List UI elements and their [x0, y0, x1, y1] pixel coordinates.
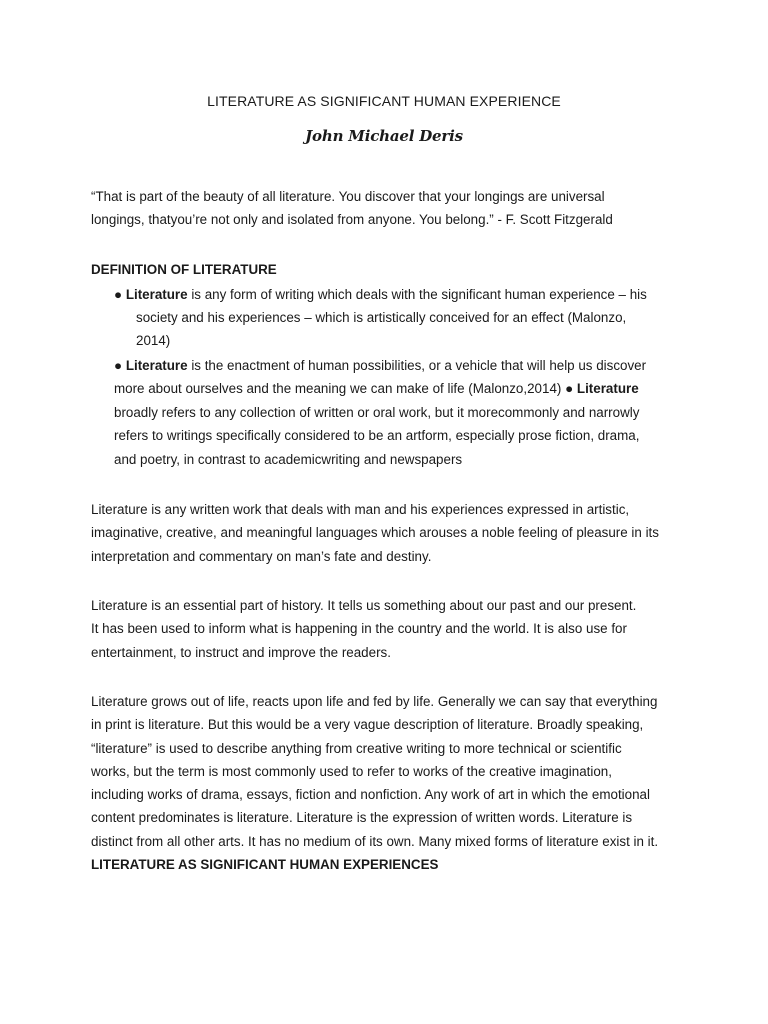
bullet-icon: ● [114, 287, 123, 302]
paragraph-life [91, 690, 691, 853]
paragraph-line: works, but the term is most commonly used to refer to works of the creative imagination, [91, 763, 612, 779]
bullet-text: more about ourselves and the meaning we can make of life (Malonzo,2014) [114, 381, 566, 397]
bullet-text: is any form of writing which deals with the significant human experience – his [187, 287, 647, 302]
bullet-line: and poetry, in contrast to academicwriting and newspapers [114, 451, 463, 467]
bullet-line: society and his experiences – which is artistically conceived for an effect (Malonzo, [136, 310, 627, 325]
bullet-term: Literature [576, 381, 639, 397]
definition-bullets-2-3 [114, 354, 646, 471]
bullet-line [114, 354, 646, 377]
paragraph-definition [91, 498, 691, 568]
epigraph-quote [91, 185, 691, 232]
bullet-line [114, 283, 647, 306]
paragraph-line: content predominates is literature. Literature is the expression of written words. Literature is [91, 810, 633, 826]
paragraph-line: Literature is an essential part of history. It tells us something about our past and our present. [91, 598, 637, 613]
paragraph-line: Literature grows out of life, reacts upon life and fed by life. Generally we can say that everything [91, 694, 658, 709]
section-heading: LITERATURE AS SIGNIFICANT HUMAN EXPERIENCES [91, 857, 439, 872]
paragraph-line: It has been used to inform what is happening in the country and the world. It is also use for [91, 621, 627, 637]
definition-bullet-1 [114, 283, 647, 352]
quote-line: longings, thatyou’re not only and isolated from anyone. You belong.” - F. Scott Fitzgerald [91, 212, 613, 228]
document-title: LITERATURE AS SIGNIFICANT HUMAN EXPERIENCE [207, 93, 561, 109]
paragraph-line: “literature” is used to describe anything from creative writing to more technical or scientific [91, 740, 622, 756]
bullet-line: 2014) [136, 333, 171, 348]
bullet-term: Literature [125, 287, 188, 302]
paragraph-history [91, 594, 691, 664]
paragraph-line: interpretation and commentary on man’s fate and destiny. [91, 548, 432, 564]
bullet-line: refers to writings specifically considered to be an artform, especially prose fiction, drama, [114, 428, 640, 444]
bullet-text: is the enactment of human possibilities, or a vehicle that will help us discover [187, 358, 647, 373]
bullet-line: broadly refers to any collection of written or oral work, but it morecommonly and narrowly [114, 404, 640, 420]
paragraph-line: distinct from all other arts. It has no medium of its own. Many mixed forms of literature exist in it. [91, 833, 659, 849]
paragraph-line: entertainment, to instruct and improve the readers. [91, 644, 391, 660]
bullet-icon: ● [114, 358, 123, 373]
paragraph-line: Literature is any written work that deals with man and his experiences expressed in artistic, [91, 502, 630, 517]
bullet-icon: ● [565, 381, 574, 397]
bullet-term: Literature [125, 358, 188, 373]
definition-heading: DEFINITION OF LITERATURE [91, 262, 277, 277]
document-author: John Michael Deris [305, 127, 463, 145]
paragraph-line: including works of drama, essays, fiction and nonfiction. Any work of art in which the emotional [91, 787, 650, 803]
paragraph-line: imaginative, creative, and meaningful languages which arouses a noble feeling of pleasure in its [91, 525, 659, 541]
quote-line: “That is part of the beauty of all literature. You discover that your longings are universal [91, 189, 605, 204]
paragraph-line: in print is literature. But this would be a very vague description of literature. Broadly speaking, [91, 717, 644, 733]
bullet-line [114, 377, 646, 400]
